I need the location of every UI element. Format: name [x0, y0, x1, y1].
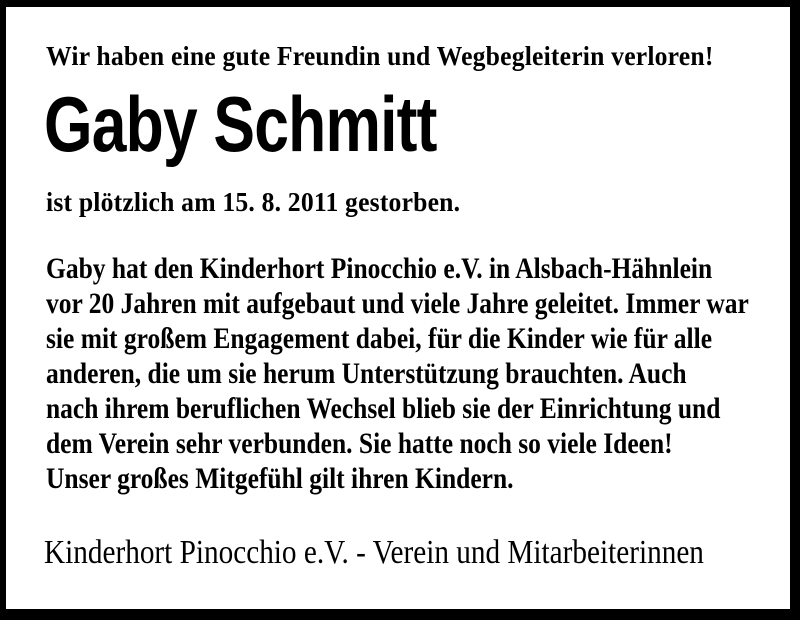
body-line: Unser großes Mitgefühl gilt ihren Kindern. — [46, 462, 514, 495]
body-line: Gaby hat den Kinderhort Pinocchio e.V. in Alsbach-Hähnlein — [46, 252, 713, 285]
signature-line: Kinderhort Pinocchio e.V. - Verein und Mitarbeiterinnen — [44, 534, 704, 571]
death-date-line: ist plötzlich am 15. 8. 2011 gestorben. — [46, 187, 461, 217]
obituary-body-paragraph — [46, 251, 749, 496]
body-line: anderen, die um sie herum Unterstützung brauchten. Auch — [46, 357, 687, 390]
body-line: sie mit großem Engagement dabei, für die Kinder wie für alle — [46, 322, 713, 355]
obituary-paper — [6, 7, 790, 609]
deceased-name-headline: Gaby Schmitt — [44, 80, 437, 168]
body-line: vor 20 Jahren mit aufgebaut und viele Jahre geleitet. Immer war — [46, 287, 749, 320]
body-line: dem Verein sehr verbunden. Sie hatte noch so viele Ideen! — [46, 427, 673, 460]
intro-line: Wir haben eine gute Freundin und Wegbegleiterin verloren! — [46, 41, 714, 71]
body-line: nach ihrem beruflichen Wechsel blieb sie der Einrichtung und — [46, 392, 721, 425]
